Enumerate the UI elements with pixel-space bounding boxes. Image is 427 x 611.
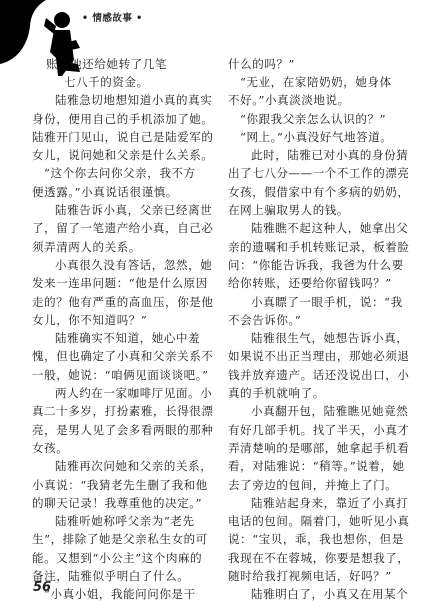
text-line: 发来一连串问题：“他是什么原因 <box>32 276 208 290</box>
text-line: 账，他还给她转了几笔 <box>46 57 167 71</box>
text-line: 电话的包间。隔着门，她听见小真 <box>228 514 410 528</box>
text-line: 陆雅开门见山，说自己是陆爱军的 <box>32 130 214 144</box>
text-line: 在网上骗取男人的钱。 <box>228 203 349 217</box>
text-line: 真二十多岁，打扮素雅，长得很漂 <box>32 404 214 418</box>
text-line: 女孩，假借家中有个多病的奶奶， <box>228 185 410 199</box>
text-line: 陆雅听她称呼父亲为“老先 <box>55 514 195 528</box>
text-line: 女儿，说问她和父亲是什么关系。 <box>32 148 214 162</box>
text-line: 不好。”小真淡淡地说。 <box>228 93 350 107</box>
text-line: 不会告诉你。” <box>228 313 302 327</box>
text-line: 走的？他有严重的高血压，你是他 <box>32 295 214 309</box>
text-line: 陆雅明白了，小真又在用某个 <box>251 587 409 601</box>
text-line: 说：“宝贝，乖，我也想你，但是 <box>228 532 404 546</box>
text-line: 陆雅急切地想知道小真的真实 <box>55 93 213 107</box>
text-line: 弄清楚响的是哪部，她拿起手机看 <box>228 441 410 455</box>
text-line: 如果说不出正当理由，那她必须退 <box>228 349 410 363</box>
text-line: “网上。”小真没好气地答道。 <box>240 130 393 144</box>
text-line: “小真小姐，我能问问你是干 <box>44 587 196 601</box>
text-line: 什么的吗？” <box>228 57 295 71</box>
text-line: 了，留了一笔遗产给小真，自己必 <box>32 221 214 235</box>
text-line: 生”，排除了她是父亲私生女的可 <box>32 532 208 546</box>
text-line: 陆雅站起身来，靠近了小真打 <box>251 496 409 510</box>
text-line: 小真很久没有答话，忽然，她 <box>55 258 213 272</box>
text-line: 真的手机就响了。 <box>228 386 325 400</box>
text-line: 陆雅瞧不起这种人，她拿出父 <box>251 221 409 235</box>
text-line: 便透露。”小真说话很谨慎。 <box>32 185 178 199</box>
section-label: • 情感故事 • <box>82 13 143 24</box>
page-number: 56 <box>33 580 52 595</box>
text-line: 亮，是男人见了会多看两眼的那种 <box>32 423 214 437</box>
text-line: 愧，但也确定了小真和父亲关系不 <box>32 349 214 363</box>
text-line: 两人约在一家咖啡厅见面。小 <box>55 386 213 400</box>
text-line: 须弄清两人的关系。 <box>32 240 141 254</box>
text-line: 钱并放弃遗产。话还没说出口，小 <box>228 368 410 382</box>
text-line: 我现在不在蓉城，你要是想我了， <box>228 551 410 565</box>
text-line: 此时，陆雅已对小真的身份猜 <box>251 148 409 162</box>
text-line: 亲的遗嘱和手机转账记录，板着脸 <box>228 240 410 254</box>
text-line: “无业，在家陪奶奶，她身体 <box>240 75 392 89</box>
text-line: 随时给我打视频电话，好吗？” <box>228 569 392 583</box>
text-line: 女孩。 <box>32 441 69 455</box>
text-line: 小真说：“我猜老先生删了我和他 <box>32 478 208 492</box>
text-line: 小真瞟了一眼手机，说：“我 <box>251 295 403 309</box>
text-line: “这个你去问你父亲，我不方 <box>44 166 196 180</box>
text-line: 陆雅再次问她和父亲的关系， <box>55 459 213 473</box>
text-line: “你跟我父亲怎么认识的？” <box>240 112 387 126</box>
text-line: 有好几部手机。找了半天，小真才 <box>228 423 410 437</box>
text-line: 小真翻开包，陆雅瞧见她竟然 <box>251 404 409 418</box>
text-line: 陆雅确实不知道，她心中羞 <box>55 331 201 345</box>
text-line: 一般，她说：“咱俩见面谈谈吧。” <box>32 368 209 382</box>
text-line: 陆雅告诉小真，父亲已经离世 <box>55 203 213 217</box>
text-line: 出了七八分——一个不工作的漂亮 <box>228 166 410 180</box>
text-line: 陆雅很生气，她想告诉小真， <box>251 331 409 345</box>
text-line: 七八千的资金。 <box>64 75 149 89</box>
text-line: 去了旁边的包间，并掩上了门。 <box>228 478 398 492</box>
text-line: 问：“你能告诉我，我爸为什么要 <box>228 258 404 272</box>
text-line: 身份，便用自己的手机添加了她。 <box>32 112 214 126</box>
text-line: 女儿，你不知道吗？” <box>32 313 148 327</box>
text-line: 看，对陆雅说：“稍等。”说着，她 <box>228 459 405 473</box>
text-line: 给你转账，还要给你留钱吗？” <box>228 276 392 290</box>
text-line: 的聊天记录！我尊重他的决定。” <box>32 496 203 510</box>
text-line: 备注，陆雅似乎明白了什么。 <box>32 569 190 583</box>
text-line: 能。又想到“小公主”这个肉麻的 <box>32 551 203 565</box>
